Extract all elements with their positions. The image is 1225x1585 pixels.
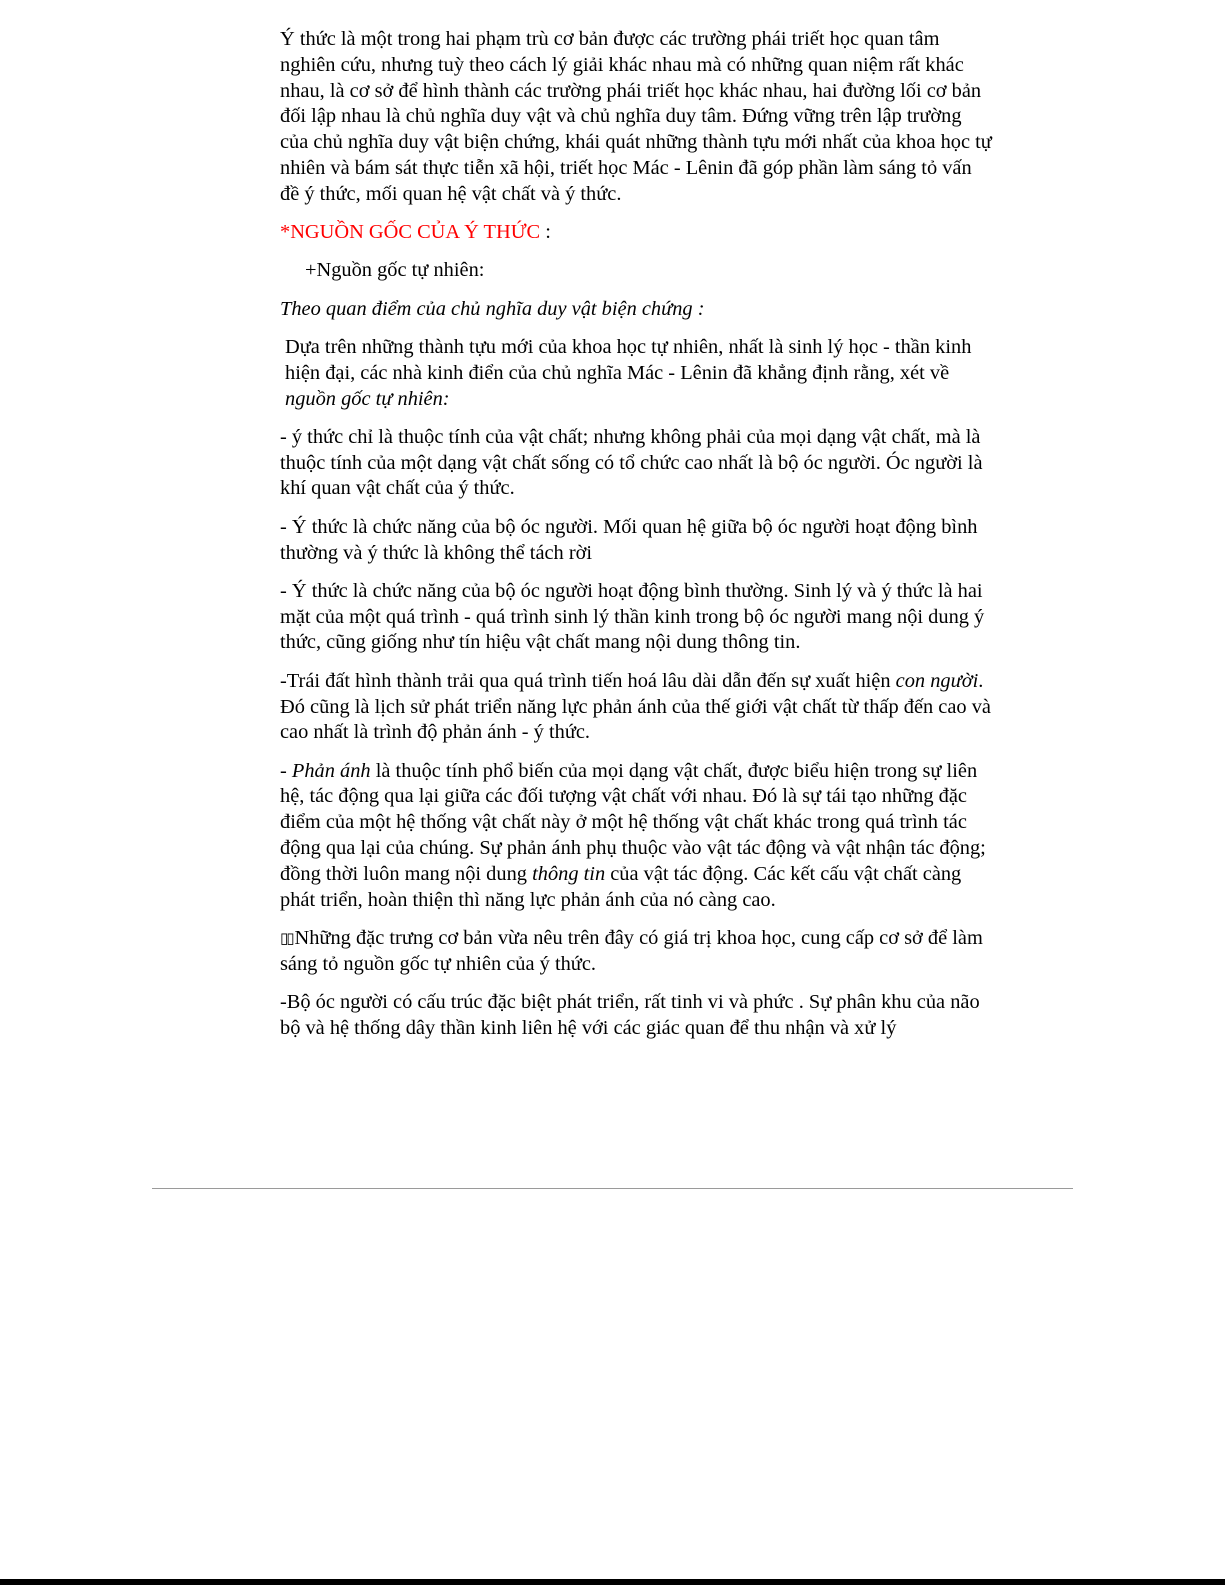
point-3-paragraph: - Ý thức là chức năng của bộ óc người hoạt động bình thường. Sinh lý và ý thức là hai mặt của một quá trình - quá trình sinh lý thần kinh trong bộ óc người mang nội dung ý thức, cũng giống như tín hiệu vật chất mang nội dung thông tin. — [280, 579, 985, 654]
document-body — [280, 27, 992, 1054]
reflect-italic-2: thông tin — [532, 862, 606, 885]
bottom-edge-bar — [0, 1579, 1225, 1585]
earth-paragraph — [280, 669, 992, 746]
basis-text: Dựa trên những thành tựu mới của khoa học tự nhiên, nhất là sinh lý học - thần kinh hiện đại, các nhà kinh điển của chủ nghĩa Mác - Lênin đã khẳng định rằng, xét về — [285, 335, 972, 384]
intro-paragraph: Ý thức là một trong hai phạm trù cơ bản được các trường phái triết học quan tâm nghiên cứu, nhưng tuỳ theo cách lý giải khác nhau mà có những quan niệm rất khác nhau, là cơ sở để hình thành các trường phái triết học khác nhau, hai đường lối cơ bản đối lập nhau là chủ nghĩa duy vật và chủ nghĩa duy tâm. Đứng vững trên lập trường của chủ nghĩa duy vật biện chứng, khái quát những thành tựu mới nhất của khoa học tự nhiên và bám sát thực tiễn xã hội, triết học Mác - Lênin đã góp phần làm sáng tỏ vấn đề ý thức, mối quan hệ vật chất và ý thức. — [280, 28, 992, 205]
reflect-text-2: của vật tác động. Các kết cấu vật chất càng phát triển, hoàn thiện thì năng lực phản ánh của nó càng cao. — [280, 862, 962, 911]
summary-text: Những đặc trưng cơ bản vừa nêu trên đây có giá trị khoa học, cung cấp cơ sở để làm sáng tỏ nguồn gốc tự nhiên của ý thức. — [280, 926, 983, 975]
missing-glyph-icon: ▯▯ — [280, 928, 293, 947]
basis-italic: nguồn gốc tự nhiên: — [285, 387, 450, 410]
subheading: +Nguồn gốc tự nhiên: — [305, 259, 485, 282]
point-1-paragraph: - ý thức chỉ là thuộc tính của vật chất; nhưng không phải của mọi dạng vật chất, mà là thuộc tính của một dạng vật chất sống có tổ chức cao nhất là bộ óc người. Óc người là khí quan vật chất của ý thức. — [280, 425, 983, 500]
point-2-paragraph: - Ý thức là chức năng của bộ óc người. Mối quan hệ giữa bộ óc người hoạt động bình thường và ý thức là không thể tách rời — [280, 515, 978, 564]
reflect-italic: Phản ánh — [291, 759, 371, 782]
reflect-prefix: - — [280, 759, 292, 782]
brain-paragraph: -Bộ óc người có cấu trúc đặc biệt phát triển, rất tinh vi và phức . Sự phân khu của não bộ và hệ thống dây thần kinh liên hệ với các giác quan để thu nhận và xử lý — [280, 991, 980, 1039]
earth-text-1: -Trái đất hình thành trải qua quá trình tiến hoá lâu dài dẫn đến sự xuất hiện — [280, 669, 896, 692]
section-heading-colon: : — [540, 221, 551, 244]
earth-text-2: . Đó cũng là lịch sử phát triển năng lực phản ánh của thế giới vật chất từ thấp đến cao và cao nhất là trình độ phản ánh - ý thức. — [280, 669, 991, 744]
reflect-text-1: là thuộc tính phổ biến của mọi dạng vật chất, được biểu hiện trong sự liên hệ, tác động qua lại giữa các đối tượng vật chất với nhau. Đó là sự tái tạo những đặc điểm của một hệ thống vật chất này ở một hệ thống vật chất khác trong quá trình tác động qua lại của chúng. Sự phản ánh phụ thuộc vào vật tác động và vật nhận tác động; đồng thời luôn mang nội dung — [280, 759, 986, 885]
earth-italic: con người — [895, 669, 979, 692]
summary-paragraph — [280, 926, 992, 978]
viewpoint-text: Theo quan điểm của chủ nghĩa duy vật biện chứng : — [280, 297, 705, 320]
section-heading-text: *NGUỒN GỐC CỦA Ý THỨC — [280, 221, 541, 244]
viewpoint-line — [280, 297, 992, 323]
basis-paragraph — [280, 335, 992, 412]
reflection-paragraph — [280, 759, 992, 914]
page-divider — [152, 1188, 1073, 1189]
section-heading — [280, 220, 992, 246]
